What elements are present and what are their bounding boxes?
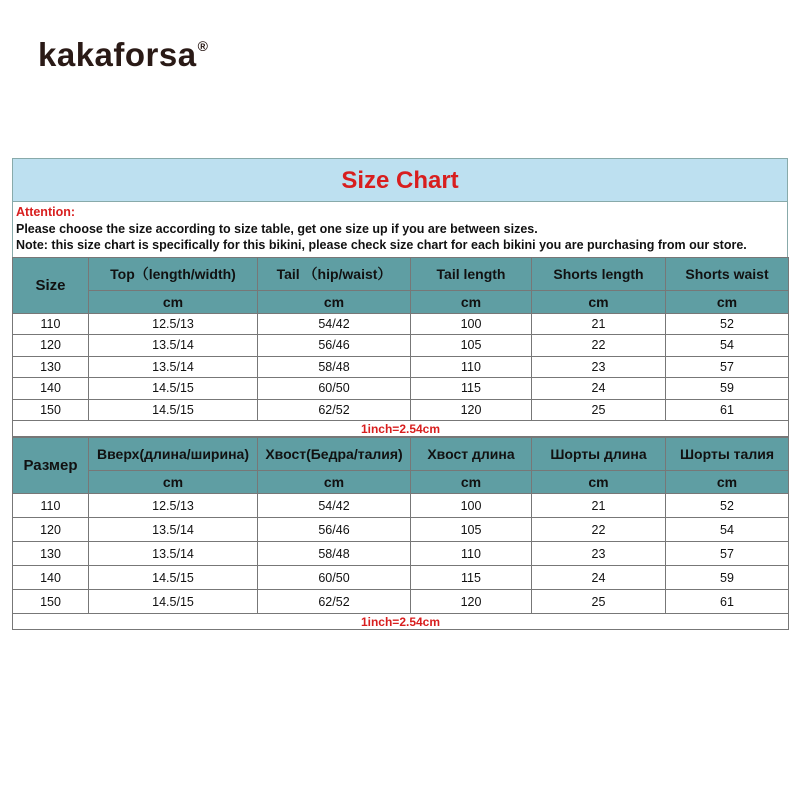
table-row [13,542,789,566]
measurement-cell: 115 [411,378,532,400]
brand-name: kakaforsa [38,36,197,73]
size-header: Размер [13,438,89,494]
measurement-cell: 22 [532,335,666,357]
unit-cell: cm [666,471,789,494]
measurement-cell: 120 [411,399,532,421]
measurement-cell: 23 [532,356,666,378]
size-header: Size [13,257,89,313]
measurement-cell: 62/52 [258,590,411,614]
size-value: 130 [13,356,89,378]
measurement-cell: 52 [666,494,789,518]
measurement-cell: 60/50 [258,566,411,590]
measurement-cell: 23 [532,542,666,566]
measurement-cell: 25 [532,590,666,614]
unit-cell: cm [258,290,411,313]
table-row [13,335,789,357]
measurement-cell: 100 [411,313,532,335]
unit-cell: cm [411,471,532,494]
size-value: 130 [13,542,89,566]
column-header: Shorts waist [666,257,789,290]
measurement-cell: 12.5/13 [89,313,258,335]
size-value: 140 [13,566,89,590]
measurement-cell: 54 [666,518,789,542]
measurement-cell: 57 [666,542,789,566]
measurement-cell: 61 [666,590,789,614]
unit-cell: cm [411,290,532,313]
size-value: 110 [13,313,89,335]
measurement-cell: 22 [532,518,666,542]
unit-cell: cm [89,290,258,313]
footnote-row [13,421,789,437]
size-table-ru [12,437,789,630]
measurement-cell: 24 [532,378,666,400]
measurement-cell: 25 [532,399,666,421]
size-table-en [12,257,789,438]
size-value: 120 [13,518,89,542]
attention-label: Attention: [16,205,76,219]
table-row [13,399,789,421]
column-header: Хвост(Бедра/талия) [258,438,411,471]
column-header: Шорты длина [532,438,666,471]
unit-cell: cm [258,471,411,494]
inch-conversion-note: 1inch=2.54cm [13,614,789,630]
measurement-cell: 62/52 [258,399,411,421]
unit-cell: cm [89,471,258,494]
header-row [13,438,789,471]
measurement-cell: 54/42 [258,494,411,518]
table-row [13,590,789,614]
table-body [13,494,789,614]
measurement-cell: 21 [532,313,666,335]
unit-cell: cm [532,471,666,494]
unit-row [13,471,789,494]
measurement-cell: 105 [411,335,532,357]
measurement-cell: 58/48 [258,542,411,566]
footnote-row [13,614,789,630]
measurement-cell: 13.5/14 [89,356,258,378]
measurement-cell: 56/46 [258,335,411,357]
size-chart [12,158,788,630]
measurement-cell: 60/50 [258,378,411,400]
measurement-cell: 61 [666,399,789,421]
measurement-cell: 115 [411,566,532,590]
brand-logo [38,36,208,74]
measurement-cell: 24 [532,566,666,590]
unit-cell: cm [666,290,789,313]
measurement-cell: 59 [666,378,789,400]
measurement-cell: 14.5/15 [89,378,258,400]
measurement-cell: 12.5/13 [89,494,258,518]
measurement-cell: 120 [411,590,532,614]
table-row [13,313,789,335]
column-header: Tail length [411,257,532,290]
measurement-cell: 13.5/14 [89,518,258,542]
size-value: 120 [13,335,89,357]
measurement-cell: 59 [666,566,789,590]
measurement-cell: 56/46 [258,518,411,542]
column-header: Хвост длина [411,438,532,471]
measurement-cell: 54 [666,335,789,357]
table-body [13,313,789,421]
measurement-cell: 14.5/15 [89,399,258,421]
measurement-cell: 13.5/14 [89,542,258,566]
table-row [13,378,789,400]
chart-title: Size Chart [12,158,788,201]
measurement-cell: 21 [532,494,666,518]
registered-mark: ® [197,38,209,54]
measurement-cell: 110 [411,356,532,378]
table-row [13,356,789,378]
inch-conversion-note: 1inch=2.54cm [13,421,789,437]
column-header: Tail （hip/waist） [258,257,411,290]
unit-row [13,290,789,313]
column-header: Шорты талия [666,438,789,471]
table-row [13,518,789,542]
table-row [13,494,789,518]
size-value: 140 [13,378,89,400]
measurement-cell: 58/48 [258,356,411,378]
table-row [13,566,789,590]
size-value: 150 [13,399,89,421]
unit-cell: cm [532,290,666,313]
size-value: 150 [13,590,89,614]
measurement-cell: 57 [666,356,789,378]
column-header: Shorts length [532,257,666,290]
column-header: Top（length/width) [89,257,258,290]
measurement-cell: 14.5/15 [89,566,258,590]
size-value: 110 [13,494,89,518]
measurement-cell: 100 [411,494,532,518]
notes-block [12,201,788,257]
note-line-1: Please choose the size according to size table, get one size up if you are between sizes. [16,221,538,236]
measurement-cell: 110 [411,542,532,566]
measurement-cell: 13.5/14 [89,335,258,357]
measurement-cell: 52 [666,313,789,335]
measurement-cell: 14.5/15 [89,590,258,614]
measurement-cell: 105 [411,518,532,542]
measurement-cell: 54/42 [258,313,411,335]
note-line-2: Note: this size chart is specifically for this bikini, please check size chart for each bikini you are purchasing from our store. [16,238,747,252]
column-header: Вверх(длина/ширина) [89,438,258,471]
header-row [13,257,789,290]
